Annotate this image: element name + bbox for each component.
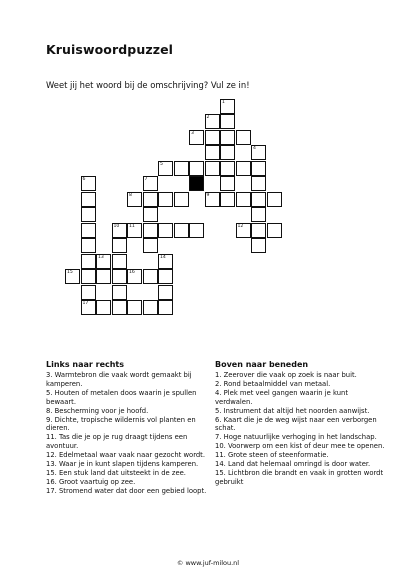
down-clues-heading: Boven naar beneden (215, 360, 309, 369)
grid-cell[interactable] (127, 269, 142, 284)
grid-cell[interactable] (143, 176, 158, 191)
clue-item: 6. Kaart die je de weg wijst naar een verborgen schat. (215, 415, 377, 433)
grid-cell[interactable] (158, 192, 173, 207)
grid-cell[interactable] (65, 269, 80, 284)
grid-cell[interactable] (143, 269, 158, 284)
grid-cell[interactable] (143, 223, 158, 238)
grid-cell[interactable] (205, 114, 220, 129)
grid-cell[interactable] (220, 176, 235, 191)
grid-cell[interactable] (189, 161, 204, 176)
grid-cell[interactable] (112, 254, 127, 269)
grid-cell[interactable] (174, 192, 189, 207)
clue-number: 6 (82, 177, 86, 182)
grid-cell[interactable] (267, 223, 282, 238)
grid-cell[interactable] (236, 223, 251, 238)
grid-cell[interactable] (174, 161, 189, 176)
clue-number: 1 (222, 99, 225, 105)
grid-cell[interactable] (251, 238, 266, 253)
grid-cell[interactable] (81, 192, 96, 207)
grid-cell[interactable] (81, 254, 96, 269)
grid-cell[interactable] (81, 207, 96, 222)
grid-cell[interactable] (220, 192, 235, 207)
grid-cell[interactable] (267, 192, 282, 207)
grid-cell[interactable] (205, 161, 220, 176)
grid-cell[interactable] (251, 192, 266, 207)
grid-cell[interactable] (158, 161, 173, 176)
clue-number: 7 (144, 177, 148, 182)
grid-cell[interactable] (158, 300, 173, 315)
grid-cell[interactable] (158, 285, 173, 300)
grid-cell[interactable] (81, 238, 96, 253)
black-cell (189, 176, 204, 191)
across-clue-list (46, 371, 216, 496)
clue-number: 3 (191, 130, 194, 136)
clue-number: 4 (253, 146, 256, 151)
grid-cell[interactable] (220, 99, 235, 114)
clue-item: 15. Lichtbron die brandt en vaak in grotten wordt gebruikt (215, 468, 384, 486)
clue-item: 17. Stromend water dat door een gebied loopt. (46, 486, 207, 495)
clue-number: 12 (237, 223, 244, 229)
clue-item: 13. Waar je in kunt slapen tijdens kamperen. (46, 460, 199, 469)
grid-cell[interactable] (143, 207, 158, 222)
grid-cell[interactable] (205, 192, 220, 207)
clue-item: 5. Instrument dat altijd het noorden aanwijst. (215, 406, 370, 415)
clue-number: 2 (206, 115, 210, 120)
clue-item: 10. Voorwerp om een kist of deur mee te openen. (215, 442, 385, 451)
grid-cell[interactable] (112, 300, 127, 315)
grid-cell[interactable] (251, 207, 266, 222)
grid-cell[interactable] (205, 130, 220, 145)
clue-number: 5 (160, 161, 163, 167)
grid-cell[interactable] (158, 269, 173, 284)
clue-number: 15 (67, 270, 73, 275)
grid-cell[interactable] (112, 269, 127, 284)
grid-cell[interactable] (81, 300, 96, 315)
across-clues (46, 360, 216, 496)
grid-cell[interactable] (143, 192, 158, 207)
grid-cell[interactable] (143, 238, 158, 253)
clue-item: 16. Groot vaartuig op zee. (46, 477, 136, 486)
grid-cell[interactable] (81, 176, 96, 191)
page-subtitle: Weet jij het woord bij de omschrijving? Vul ze in! (46, 80, 250, 90)
footer-credit: © www.juf-milou.nl (176, 559, 240, 567)
grid-cell[interactable] (127, 300, 142, 315)
clue-number: 9 (206, 192, 210, 198)
clue-number: 8 (129, 192, 132, 198)
grid-cell[interactable] (205, 145, 220, 160)
clue-item: 3. Warmtebron die vaak wordt gemaakt bij kamperen. (46, 371, 192, 388)
down-clue-list (215, 371, 387, 487)
clue-item: 4. Plek met veel gangen waarin je kunt verdwalen. (215, 388, 349, 406)
clue-item: 5. Houten of metalen doos waarin je spullen bewaart. (46, 388, 197, 406)
grid-cell[interactable] (236, 192, 251, 207)
grid-cell[interactable] (251, 161, 266, 176)
clue-item: 15. Een stuk land dat uitsteekt in de zee. (46, 468, 186, 477)
grid-cell[interactable] (127, 192, 142, 207)
grid-cell[interactable] (251, 145, 266, 160)
grid-cell[interactable] (174, 223, 189, 238)
grid-cell[interactable] (220, 161, 235, 176)
grid-cell[interactable] (220, 114, 235, 129)
clue-number: 14 (160, 254, 166, 260)
grid-cell[interactable] (81, 285, 96, 300)
grid-cell[interactable] (96, 300, 111, 315)
grid-cell[interactable] (220, 130, 235, 145)
grid-cell[interactable] (96, 254, 111, 269)
grid-cell[interactable] (96, 269, 111, 284)
grid-cell[interactable] (251, 223, 266, 238)
grid-cell[interactable] (158, 254, 173, 269)
grid-cell[interactable] (112, 223, 127, 238)
grid-cell[interactable] (127, 223, 142, 238)
clue-item: 11. Grote steen of steenformatie. (215, 451, 329, 460)
grid-cell[interactable] (112, 285, 127, 300)
clue-number: 17 (82, 301, 89, 306)
grid-cell[interactable] (251, 176, 266, 191)
grid-cell[interactable] (81, 223, 96, 238)
clue-item: 1. Zeerover die vaak op zoek is naar buit. (215, 371, 357, 379)
across-clues-heading: Links naar rechts (46, 360, 125, 369)
clue-number: 11 (129, 223, 135, 229)
clue-item: 14. Land dat helemaal omringd is door water. (215, 460, 371, 469)
page-title: Kruiswoordpuzzel (46, 42, 174, 57)
grid-cell[interactable] (189, 130, 204, 145)
grid-cell[interactable] (158, 223, 173, 238)
clue-item: 9. Dichte, tropische wildernis vol planten en dieren. (46, 415, 196, 433)
grid-cell[interactable] (236, 161, 251, 176)
clue-number: 13 (98, 254, 104, 260)
grid-cell[interactable] (112, 238, 127, 253)
clue-number: 16 (129, 270, 135, 275)
clue-item: 12. Edelmetaal waar vaak naar gezocht wordt. (46, 451, 206, 460)
grid-cell[interactable] (220, 145, 235, 160)
grid-cell[interactable] (81, 269, 96, 284)
grid-cell[interactable] (236, 130, 251, 145)
clue-item: 8. Bescherming voor je hoofd. (46, 406, 149, 415)
grid-cell[interactable] (143, 300, 158, 315)
clue-item: 2. Rond betaalmiddel van metaal. (215, 379, 331, 388)
down-clues (215, 360, 387, 487)
clue-item: 7. Hoge natuurlijke verhoging in het landschap. (215, 433, 377, 442)
grid-cell[interactable] (189, 223, 204, 238)
clue-number: 10 (113, 223, 120, 229)
clue-item: 11. Tas die je op je rug draagt tijdens een avontuur. (46, 433, 188, 451)
